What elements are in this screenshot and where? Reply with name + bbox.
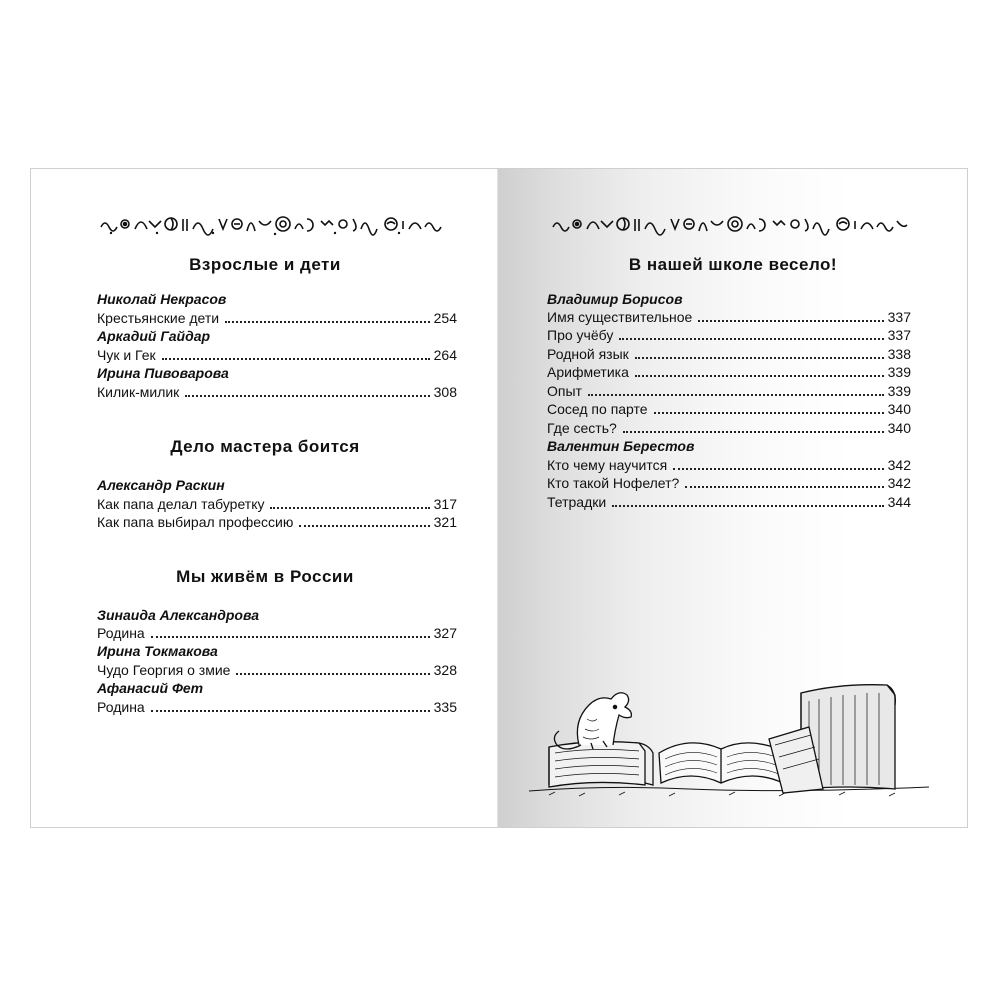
entry-title: Чудо Георгия о змие <box>97 662 231 678</box>
toc-entry[interactable] <box>97 662 457 679</box>
entry-title: Опыт <box>547 383 582 399</box>
section-title: Дело мастера боится <box>170 437 360 456</box>
toc-entry[interactable] <box>97 384 457 401</box>
author-name: Аркадий Гайдар <box>97 328 211 344</box>
toc-entry[interactable] <box>97 514 457 531</box>
toc-entry[interactable] <box>547 364 911 381</box>
entry-title: Имя существительное <box>547 309 693 325</box>
entry-title: Про учёбу <box>547 327 614 343</box>
entry-title: Крестьянские дети <box>97 310 220 326</box>
entry-title: Родина <box>97 625 145 641</box>
decorative-ornament-border <box>551 209 911 239</box>
toc-entry[interactable] <box>547 346 911 363</box>
page-number: 344 <box>887 494 911 510</box>
page-number: 342 <box>887 475 911 491</box>
left-page <box>31 169 499 827</box>
toc-entry[interactable] <box>97 310 457 327</box>
page-number: 340 <box>887 401 911 417</box>
author-name: Николай Некрасов <box>97 291 227 307</box>
toc-entry[interactable] <box>547 494 911 511</box>
toc-entry[interactable] <box>547 327 911 344</box>
dot-leader <box>698 320 883 322</box>
entry-title: Кто чему научится <box>547 457 668 473</box>
toc-entry[interactable] <box>97 347 457 364</box>
entry-title: Арифметика <box>547 364 629 380</box>
page-number: 339 <box>887 383 911 399</box>
author-name: Ирина Пивоварова <box>97 365 229 381</box>
author-name: Валентин Берестов <box>547 438 695 454</box>
dot-leader <box>623 431 884 433</box>
page-number: 342 <box>887 457 911 473</box>
dot-leader <box>654 412 884 414</box>
entry-title: Килик-милик <box>97 384 180 400</box>
toc-entry[interactable] <box>547 383 911 400</box>
dot-leader <box>612 505 883 507</box>
section-title: Мы живём в России <box>176 567 354 586</box>
dot-leader <box>225 321 430 323</box>
dot-leader <box>588 394 884 396</box>
entry-title: Чук и Гек <box>97 347 156 363</box>
toc-entry[interactable] <box>97 699 457 716</box>
mouse-and-books-illustration <box>519 669 939 799</box>
dot-leader <box>185 395 429 397</box>
page-number: 328 <box>433 662 457 678</box>
author-name: Афанасий Фет <box>97 680 204 696</box>
dot-leader <box>236 673 429 675</box>
page-number: 317 <box>433 496 457 512</box>
toc-entry[interactable] <box>547 401 911 418</box>
page-number: 339 <box>887 364 911 380</box>
book-spread <box>30 168 968 828</box>
toc-entry[interactable] <box>547 457 911 474</box>
entry-title: Родина <box>97 699 145 715</box>
section-title: В нашей школе весело! <box>628 255 838 274</box>
entry-title: Как папа делал табуретку <box>97 496 265 512</box>
page-number: 264 <box>433 347 457 363</box>
page-number: 337 <box>887 327 911 343</box>
author-name: Владимир Борисов <box>547 291 683 307</box>
page-number: 327 <box>433 625 457 641</box>
dot-leader <box>151 636 430 638</box>
dot-leader <box>162 358 430 360</box>
page-number: 337 <box>887 309 911 325</box>
toc-entry[interactable] <box>97 625 457 642</box>
dot-leader <box>299 525 429 527</box>
decorative-ornament-border <box>99 209 449 239</box>
page-number: 308 <box>433 384 457 400</box>
dot-leader <box>673 468 883 470</box>
author-name: Зинаида Александрова <box>97 607 260 623</box>
right-page <box>499 169 967 827</box>
page-number: 338 <box>887 346 911 362</box>
entry-title: Тетрадки <box>547 494 607 510</box>
dot-leader <box>635 357 884 359</box>
entry-title: Кто такой Нофелет? <box>547 475 680 491</box>
entry-title: Где сесть? <box>547 420 617 436</box>
entry-title: Сосед по парте <box>547 401 648 417</box>
dot-leader <box>635 375 884 377</box>
author-name: Ирина Токмакова <box>97 643 218 659</box>
toc-entry[interactable] <box>547 309 911 326</box>
page-number: 335 <box>433 699 457 715</box>
page-number: 321 <box>433 514 457 530</box>
page-number: 254 <box>433 310 457 326</box>
page-number: 340 <box>887 420 911 436</box>
toc-entry[interactable] <box>97 496 457 513</box>
section-title: Взрослые и дети <box>189 255 341 274</box>
entry-title: Родной язык <box>547 346 629 362</box>
toc-entry[interactable] <box>547 475 911 492</box>
dot-leader <box>619 338 883 340</box>
dot-leader <box>685 486 883 488</box>
entry-title: Как папа выбирал профессию <box>97 514 294 530</box>
toc-entry[interactable] <box>547 420 911 437</box>
author-name: Александр Раскин <box>97 477 225 493</box>
dot-leader <box>270 507 429 509</box>
dot-leader <box>151 710 430 712</box>
